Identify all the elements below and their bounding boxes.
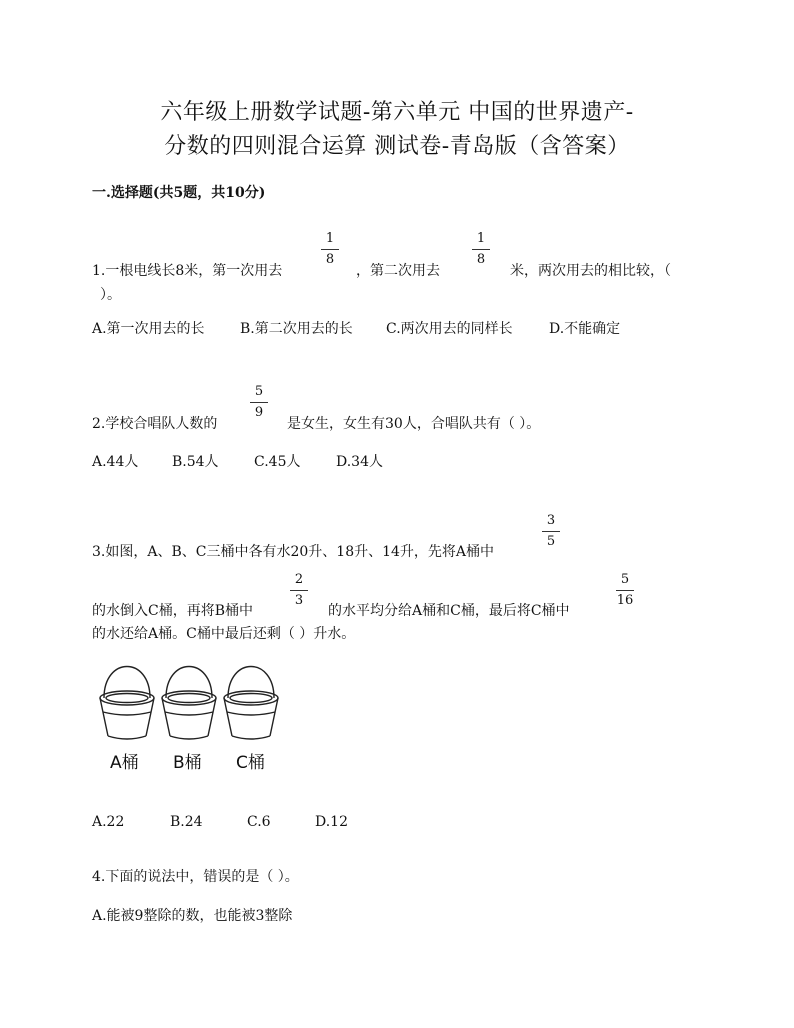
q1-fraction-1-den: 8 [325,252,335,267]
q3-fraction-2-den: 3 [294,593,304,608]
q2-option-b[interactable]: B.54人 [172,454,219,470]
page-title-line2: 分数的四则混合运算 测试卷-青岛版（含答案） [164,134,630,159]
bucket-a-icon [100,667,154,740]
buckets-figure [94,662,284,742]
q3-fraction-2-num: 2 [294,572,304,587]
bucket-label-a: A桶 [110,753,139,773]
q1-option-c[interactable]: C.两次用去的同样长 [386,321,513,337]
q2-fraction-1 [249,384,269,421]
q3-option-b[interactable]: B.24 [170,814,203,830]
q1-fraction-1-num: 1 [325,231,335,246]
fraction-bar [321,249,339,250]
q2-option-a[interactable]: A.44人 [92,454,139,470]
q3-text-part2: 的水倒入C桶，再将B桶中 [92,603,253,619]
q2-text-part1: 2.学校合唱队人数的 [92,416,218,432]
q4-text: 4.下面的说法中，错误的是（ ）。 [92,869,299,885]
q1-fraction-2 [471,231,491,268]
q1-option-d[interactable]: D.不能确定 [549,321,621,337]
fraction-bar [250,402,268,403]
section-heading: 一.选择题(共5题，共10分) [92,185,266,201]
bucket-label-b: B桶 [173,753,202,773]
q1-text-part4: ）。 [100,287,121,303]
q3-fraction-2 [289,572,309,609]
fraction-bar [290,590,308,591]
q3-fraction-3 [615,572,635,609]
bucket-label-c: C桶 [236,753,265,773]
q3-fraction-1 [541,513,561,550]
q3-option-d[interactable]: D.12 [315,814,348,830]
q3-option-a[interactable]: A.22 [92,814,125,830]
fraction-bar [472,249,490,250]
q3-option-c[interactable]: C.6 [247,814,271,830]
q3-text-part4: 的水还给A桶。C桶中最后还剩（ ）升水。 [92,626,356,642]
q1-fraction-2-den: 8 [476,252,486,267]
q1-option-b[interactable]: B.第二次用去的长 [240,321,353,337]
q3-fraction-3-num: 5 [620,572,630,587]
q3-fraction-1-num: 3 [546,513,556,528]
q1-option-a[interactable]: A.第一次用去的长 [92,321,205,337]
bucket-b-icon [162,667,216,740]
q2-fraction-1-num: 5 [254,384,264,399]
q2-option-d[interactable]: D.34人 [336,454,383,470]
q1-text-part1: 1.一根电线长8米，第一次用去 [92,263,283,279]
q2-text-part2: 是女生，女生有30人，合唱队共有（ ）。 [287,416,541,432]
q1-fraction-1 [320,231,340,268]
q1-fraction-2-num: 1 [476,231,486,246]
q3-fraction-3-den: 16 [616,593,634,608]
q1-text-part3: 米，两次用去的相比较，（ [510,263,671,279]
q2-fraction-1-den: 9 [254,405,264,420]
q3-text-part3: 的水平均分给A桶和C桶，最后将C桶中 [328,603,570,619]
q4-option-a[interactable]: A.能被9整除的数，也能被3整除 [92,908,293,924]
page-title-line1: 六年级上册数学试题-第六单元 中国的世界遗产- [160,100,634,125]
q1-text-part2: ，第二次用去 [356,263,440,279]
bucket-c-icon [224,667,278,740]
fraction-bar [542,531,560,532]
q3-fraction-1-den: 5 [546,534,556,549]
fraction-bar [616,590,634,591]
q3-text-part1: 3.如图，A、B、C三桶中各有水20升、18升、14升，先将A桶中 [92,544,495,560]
q2-option-c[interactable]: C.45人 [254,454,301,470]
